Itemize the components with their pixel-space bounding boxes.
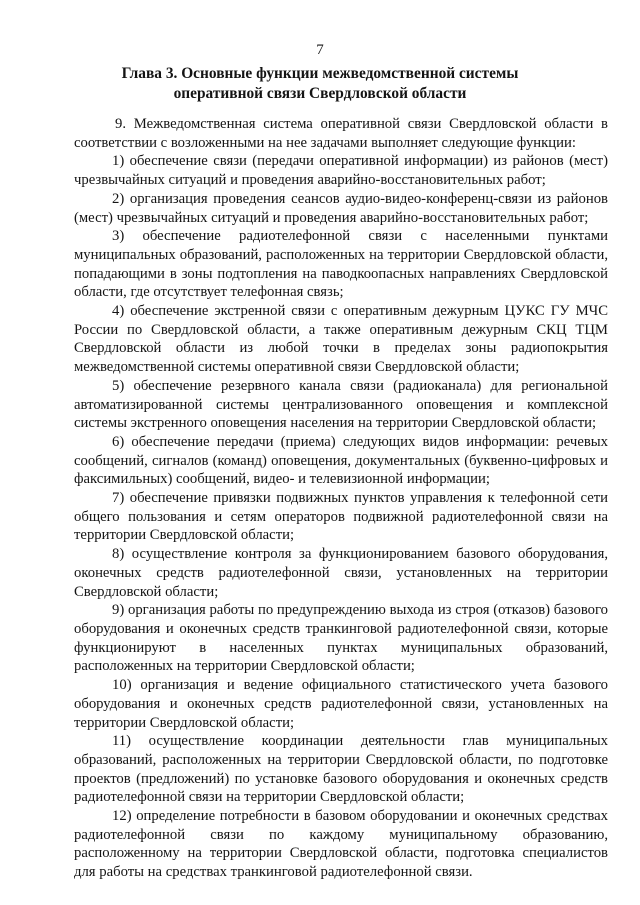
function-item-4: 4) обеспечение экстренной связи с оперативным дежурным ЦУКС ГУ МЧС России по Свердловской области, а также оперативным дежурным СКЦ ТЦМ Свердловской области из любой точки в пределах зоны радиопокрытия межведомственной системы оперативной связи Свердловской области;	[74, 303, 608, 376]
function-item-9: 9) организация работы по предупреждению выхода из строя (отказов) базового оборудования и оконечных средств транкинговой радиотелефонной связи, которые функционируют в населенных пунктах муниципальных образований, расположенных на территории Свердловской области;	[74, 602, 608, 675]
function-item-5: 5) обеспечение резервного канала связи (радиоканала) для региональной автоматизированной системы централизованного оповещения и комплексной системы экстренного оповещения населения на территории Свердловской области;	[74, 377, 608, 432]
function-item-7: 7) обеспечение привязки подвижных пунктов управления к телефонной сети общего пользования и сетям операторов подвижной радиотелефонной связи на территории Свердловской области;	[74, 490, 608, 544]
page-number: 7	[316, 42, 324, 58]
body-text	[74, 115, 608, 882]
function-item-8: 8) осуществление контроля за функционированием базового оборудования, оконечных средств радиотелефонной связи, установленных на территории Свердловской области;	[74, 546, 608, 600]
paragraph-intro: 9. Межведомственная система оперативной связи Свердловской области в соответствии с возложенными на нее задачами выполняет следующие функции:	[74, 116, 608, 151]
chapter-title-line-1: Глава 3. Основные функции межведомственной системы	[121, 65, 519, 82]
function-item-1: 1) обеспечение связи (передачи оперативной информации) из районов (мест) чрезвычайных ситуаций и проведения аварийно-восстановительных работ;	[74, 153, 608, 189]
function-item-12: 12) определение потребности в базовом оборудовании и оконечных средствах радиотелефонной связи по каждому муниципальному образованию, расположенному на территории Свердловской области, подготовка специалистов для работы на средствах транкинговой радиотелефонной связи.	[74, 808, 608, 881]
function-item-2: 2) организация проведения сеансов аудио-видео-конференц-связи из районов (мест) чрезвычайных ситуаций и проведения аварийно-восстановительных работ;	[74, 190, 608, 226]
function-item-3: 3) обеспечение радиотелефонной связи с населенными пунктами муниципальных образований, расположенных на территории Свердловской области, попадающими в зоны подтопления на паводкоопасных направлениях Свердловской области, где отсутствует телефонная связь;	[74, 228, 608, 301]
chapter-title-line-2: оперативной связи Свердловской области	[173, 85, 467, 102]
function-item-11: 11) осуществление координации деятельности глав муниципальных образований, расположенных на территории Свердловской области, по подготовке проектов (предложений) по установке базового оборудования и оконечных средств радиотелефонной связи на территории Свердловской области;	[74, 733, 608, 806]
function-item-6: 6) обеспечение передачи (приема) следующих видов информации: речевых сообщений, сигналов (команд) оповещения, документальных (буквенно-цифровых и факсимильных) сообщений, видео- и телевизионной информации;	[74, 433, 608, 488]
function-item-10: 10) организация и ведение официального статистического учета базового оборудования и оконечных средств радиотелефонной связи, установленных на территории Свердловской области;	[74, 677, 608, 731]
chapter-title	[60, 64, 580, 104]
